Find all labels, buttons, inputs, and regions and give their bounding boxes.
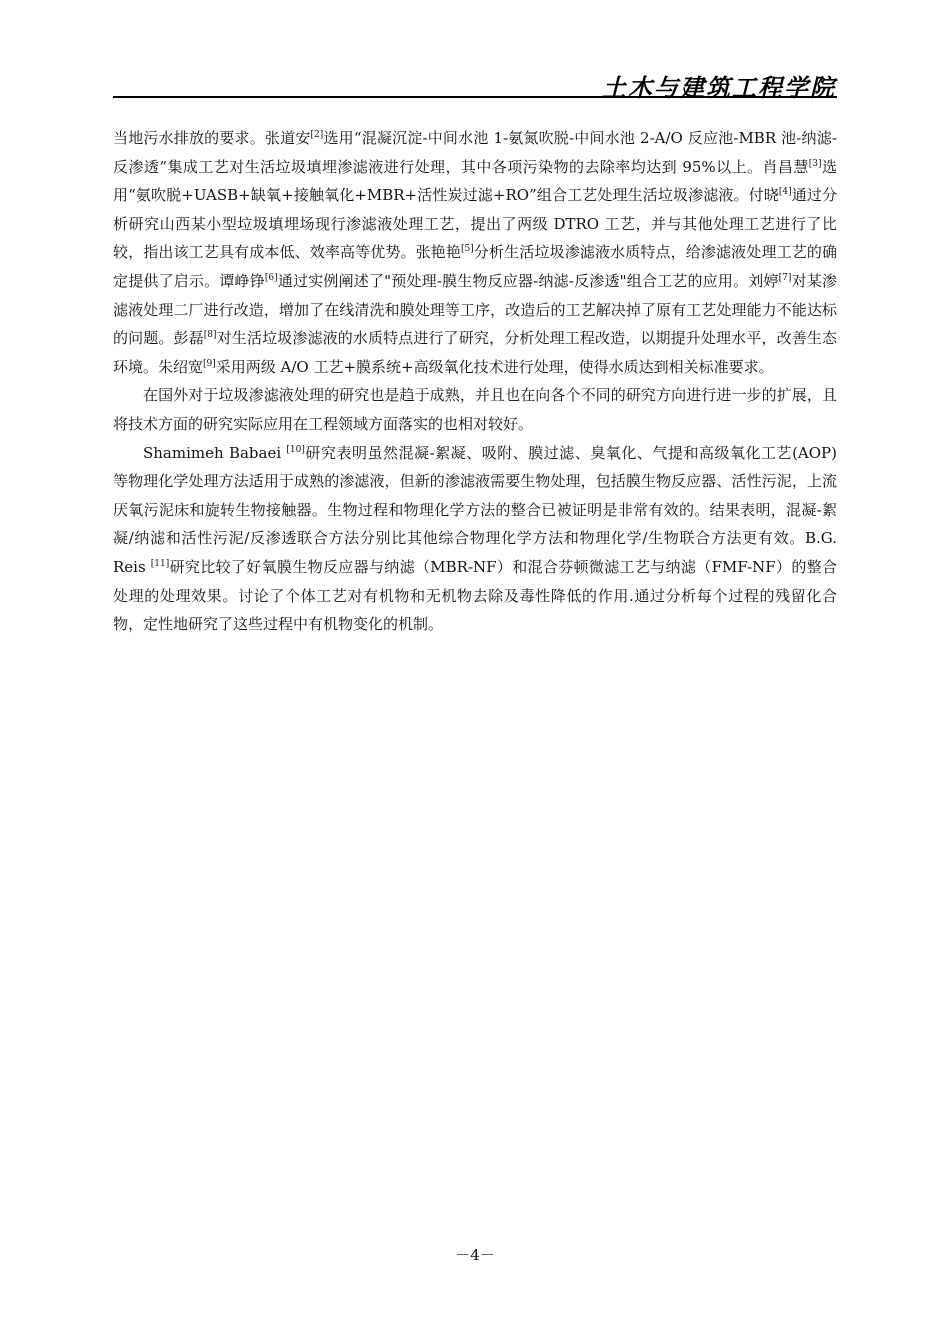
text-run: 分析生活垃圾渗滤液水质特点，给渗滤液处理工艺的确定提供了启示。谭峥铮 xyxy=(113,243,837,290)
citation-ref: [9] xyxy=(203,358,216,369)
text-run: 对生活垃圾渗滤液的水质特点进行了研究，分析处理工程改造，以期提升处理水平，改善生态环境。朱绍宽 xyxy=(113,329,837,376)
text-run: 通过实例阐述了"预处理-膜生物反应器-纳滤-反渗透"组合工艺的应用。刘婷 xyxy=(277,271,779,290)
citation-ref: [7] xyxy=(778,272,792,283)
text-run: 研究表明虽然混凝-絮凝、吸附、膜过滤、臭氧化、气提和高级氧化工艺(AOP) 等物理化学处理方法适用于成熟的渗滤液，但新的渗滤液需要生物处理，包括膜生物反应器、活性污泥，上流厌氧污泥床和旋转生物接触器。生物过程和物理化学方法的整合已被证明是非常有效的。结果表明，混凝-絮凝/纳滤和活性污泥/反渗透联合方法分别比其他综合物理化学方法和物理化学/生物联合方法更有效。B.G. Reis xyxy=(113,443,837,576)
text-run: 选用“混凝沉淀-中间水池 1-氨氮吹脱-中间水池 2-A/O 反应池-MBR 池-纳滤-反渗透”集成工艺对生活垃圾填埋渗滤液进行处理，其中各项污染物的去除率均达到 95%以上。肖昌慧 xyxy=(113,129,837,176)
text-run: 对某渗滤液处理二厂进行改造，增加了在线清洗和膜处理等工序，改造后的工艺解决掉了原有工艺处理能力不能达标的问题。彭磊 xyxy=(113,271,837,348)
institution-logo: 土木与建筑工程学院 xyxy=(602,73,836,102)
citation-ref: [6] xyxy=(264,272,278,283)
citation-ref: [11] xyxy=(150,558,170,569)
text-run: 研究比较了好氧膜生物反应器与纳滤（MBR-NF）和混合芬顿微滤工艺与纳滤（FMF-NF）的整合处理的处理效果。讨论了个体工艺对有机物和无机物去除及毒性降低的作用.通过分析每个过程的残留化合物，定性地研究了这些过程中有机物变化的机制。 xyxy=(113,557,838,634)
body-text xyxy=(113,124,837,639)
citation-ref: [2] xyxy=(310,130,324,140)
citation-ref: [4] xyxy=(778,187,792,198)
text-run: 当地污水排放的要求。张道安 xyxy=(113,129,311,147)
citation-ref: [8] xyxy=(203,330,217,341)
citation-ref: [3] xyxy=(808,158,822,169)
paragraph xyxy=(113,124,837,381)
citation-ref: [10] xyxy=(286,444,305,455)
text-run: 通过分析研究山西某小型垃圾填埋场现行渗滤液处理工艺，提出了两级 DTRO 工艺，并与其他处理工艺进行了比较，指出该工艺具有成本低、效率高等优势。张艳艳 xyxy=(113,186,837,262)
text-run: 采用两级 A/O 工艺+膜系统+高级氧化技术进行处理，使得水质达到相关标准要求。 xyxy=(215,357,774,376)
paragraph xyxy=(113,439,837,639)
text-run: Shamimeh Babaei xyxy=(143,443,287,462)
header-rule xyxy=(113,96,837,98)
text-run: 选用“氨吹脱+UASB+缺氧+接触氧化+MBR+活性炭过滤+RO”组合工艺处理生活垃圾渗滤液。付晓 xyxy=(113,157,837,205)
citation-ref: [5] xyxy=(461,244,474,255)
page-number: －4－ xyxy=(455,1246,495,1264)
text-run: 在国外对于垃圾渗滤液处理的研究也是趋于成熟，并且也在向各个不同的研究方向进行进一步的扩展，且将技术方面的研究实际应用在工程领域方面落实的也相对较好。 xyxy=(113,386,837,433)
paragraph xyxy=(113,381,837,438)
